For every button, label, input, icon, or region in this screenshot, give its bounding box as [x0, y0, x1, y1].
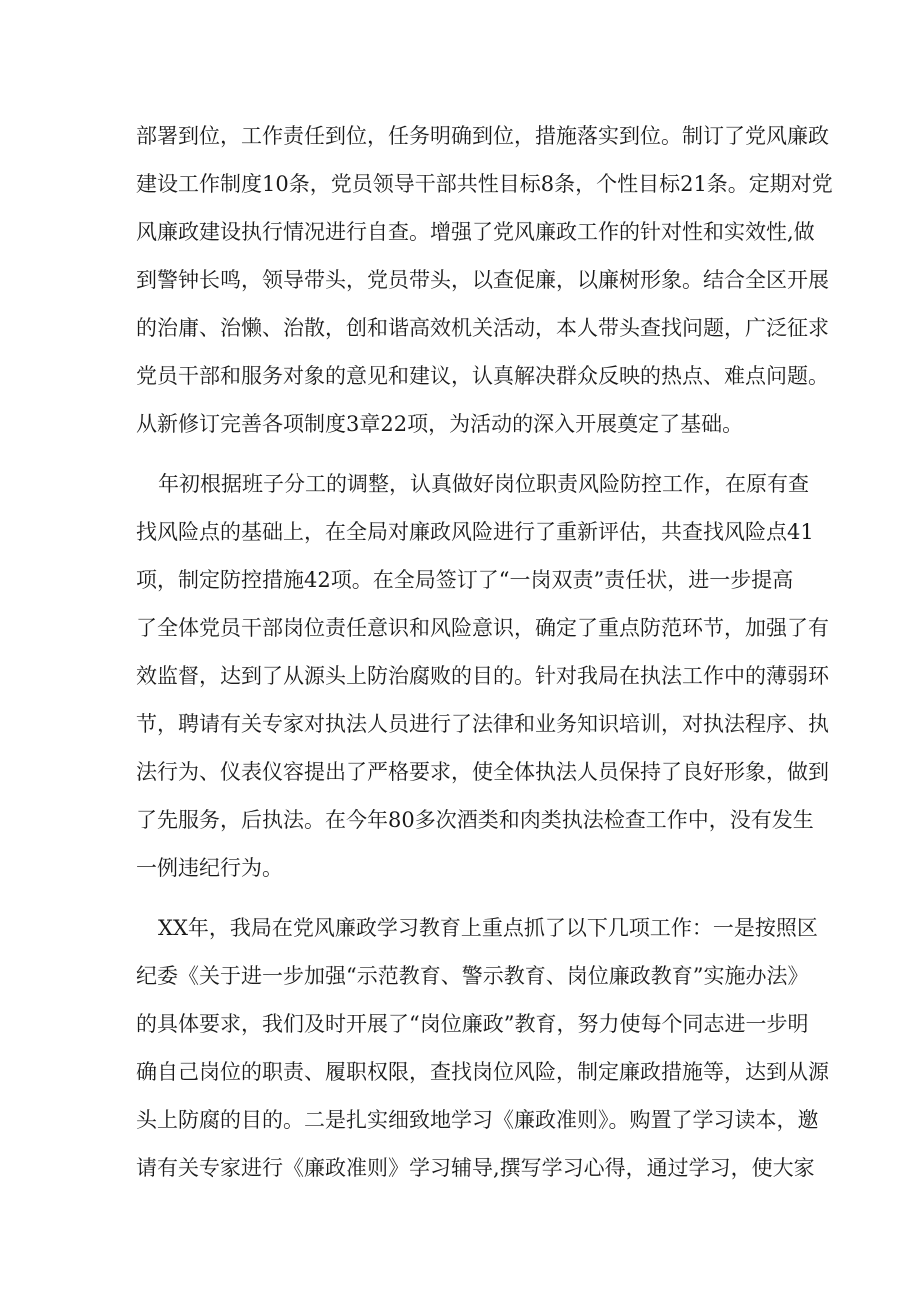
- text-line: 效监督，达到了从源头上防治腐败的目的。针对我局在执法工作中的薄弱环: [136, 664, 829, 688]
- text-line: 的治庸、治懒、治散，创和谐高效机关活动，本人带头查找问题，广泛征求: [136, 316, 829, 340]
- text-line: 法行为、仪表仪容提出了严格要求，使全体执法人员保持了良好形象，做到: [136, 760, 829, 784]
- text-line: 一例违纪行为。: [136, 856, 283, 880]
- text-line: 了全体党员干部岗位责任意识和风险意识，确定了重点防范环节，加强了有: [136, 616, 829, 640]
- text-line: 党员干部和服务对象的意见和建议，认真解决群众反映的热点、难点问题。: [136, 364, 829, 388]
- text-line: 建设工作制度10条，党员领导干部共性目标8条，个性目标21条。定期对党: [136, 172, 833, 196]
- text-line: 项，制定防控措施42项。在全局签订了“一岗双责”责任状，进一步提高: [136, 568, 794, 592]
- text-line: 找风险点的基础上，在全局对廉政风险进行了重新评估，共查找风险点41: [136, 520, 814, 544]
- text-line: 到警钟长鸣，领导带头，党员带头，以查促廉，以廉树形象。结合全区开展: [136, 268, 829, 292]
- text-line: 请有关专家进行《廉政准则》学习辅导,撰写学习心得，通过学习，使大家: [136, 1156, 815, 1180]
- text-line: 头上防腐的目的。二是扎实细致地学习《廉政准则》。购置了学习读本，邀: [136, 1108, 819, 1132]
- text-line: 纪委《关于进一步加强“示范教育、警示教育、岗位廉政教育”实施办法》: [136, 964, 809, 988]
- text-line: 的具体要求，我们及时开展了“岗位廉政”教育，努力使每个同志进一步明: [136, 1012, 809, 1036]
- text-line: 从新修订完善各项制度3章22项，为活动的深入开展奠定了基础。: [136, 412, 744, 436]
- text-line: 风廉政建设执行情况进行自查。增强了党风廉政工作的针对性和实效性,做: [136, 220, 815, 244]
- text-line: XX年，我局在党风廉政学习教育上重点抓了以下几项工作：一是按照区: [158, 916, 818, 940]
- text-line: 了先服务，后执法。在今年80多次酒类和肉类执法检查工作中，没有发生: [136, 808, 814, 832]
- text-line: 年初根据班子分工的调整，认真做好岗位职责风险防控工作，在原有查: [158, 472, 809, 496]
- text-line: 节，聘请有关专家对执法人员进行了法律和业务知识培训，对执法程序、执: [136, 712, 829, 736]
- text-line: 部署到位，工作责任到位，任务明确到位，措施落实到位。制订了党风廉政: [136, 124, 829, 148]
- text-line: 确自己岗位的职责、履职权限，查找岗位风险，制定廉政措施等，达到从源: [136, 1060, 829, 1084]
